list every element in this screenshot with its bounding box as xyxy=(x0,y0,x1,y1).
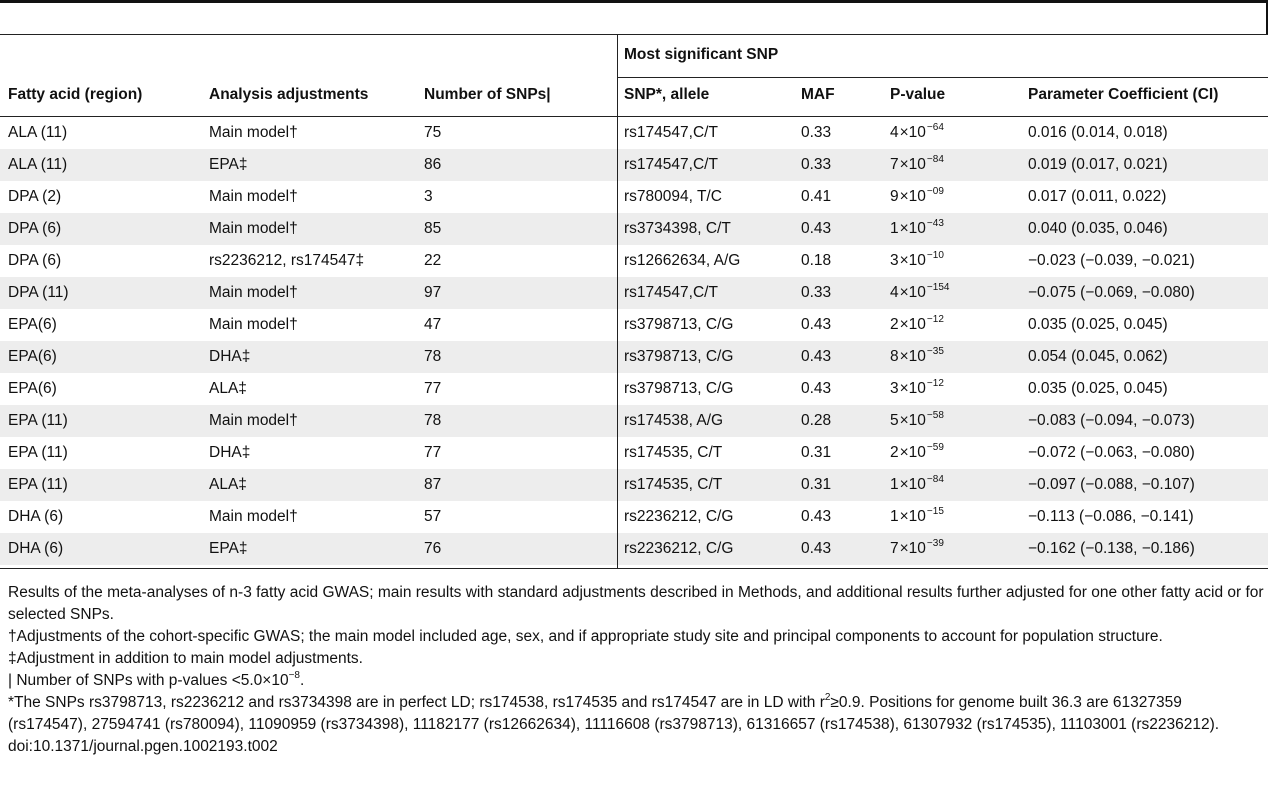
cell-adjustment: ALA‡ xyxy=(209,380,247,397)
pvalue-exponent: −09 xyxy=(926,186,944,197)
cell-adjustment: Main model† xyxy=(209,284,298,301)
col-header-pvalue: P-value xyxy=(890,86,946,103)
cell-num-snps: 76 xyxy=(424,540,442,557)
cell-num-snps: 78 xyxy=(424,348,442,365)
cell-coefficient: −0.075 (−0.069, −0.080) xyxy=(1028,284,1195,301)
cell-maf: 0.31 xyxy=(801,444,832,461)
cell-maf: 0.43 xyxy=(801,508,832,525)
table-row xyxy=(0,149,1268,181)
col-header-num-snps: Number of SNPs| xyxy=(424,86,551,103)
cell-pvalue xyxy=(890,437,944,469)
cell-num-snps: 78 xyxy=(424,412,442,429)
table-footnotes xyxy=(8,582,1264,758)
cell-snp-allele: rs3734398, C/T xyxy=(624,220,731,237)
table-row xyxy=(0,309,1268,341)
pvalue-exponent: −12 xyxy=(926,378,944,389)
cell-pvalue xyxy=(890,213,944,245)
cell-adjustment: EPA‡ xyxy=(209,540,248,557)
cell-pvalue xyxy=(890,501,944,533)
table-row xyxy=(0,501,1268,533)
pvalue-exponent: −39 xyxy=(926,538,944,549)
cell-coefficient: −0.162 (−0.138, −0.186) xyxy=(1028,540,1195,557)
cell-pvalue xyxy=(890,117,944,149)
cell-snp-allele: rs3798713, C/G xyxy=(624,380,734,397)
cell-pvalue xyxy=(890,469,944,501)
pvalue-exponent: −84 xyxy=(926,474,944,485)
cell-num-snps: 77 xyxy=(424,444,442,461)
pvalue-mantissa: 7 xyxy=(890,540,899,557)
pvalue-times-ten: ×10 xyxy=(899,124,926,141)
table-top-rule xyxy=(0,34,1268,35)
pvalue-times-ten: ×10 xyxy=(899,316,926,333)
cell-coefficient: −0.023 (−0.039, −0.021) xyxy=(1028,252,1195,269)
table-row xyxy=(0,277,1268,309)
cell-snp-allele: rs12662634, A/G xyxy=(624,252,741,269)
pvalue-mantissa: 2 xyxy=(890,316,899,333)
cell-coefficient: 0.035 (0.025, 0.045) xyxy=(1028,380,1168,397)
top-border xyxy=(0,0,1268,3)
footnote-ddagger: ‡Adjustment in addition to main model adjustments. xyxy=(8,650,363,667)
pvalue-exponent: −43 xyxy=(926,218,944,229)
pvalue-exponent: −35 xyxy=(926,346,944,357)
pvalue-mantissa: 4 xyxy=(890,124,899,141)
table-row xyxy=(0,373,1268,405)
table-row xyxy=(0,405,1268,437)
table-row xyxy=(0,533,1268,565)
cell-pvalue xyxy=(890,277,949,309)
cell-snp-allele: rs3798713, C/G xyxy=(624,316,734,333)
pvalue-exponent: −58 xyxy=(926,410,944,421)
pvalue-mantissa: 2 xyxy=(890,444,899,461)
table-row xyxy=(0,245,1268,277)
cell-fatty-acid: DPA (6) xyxy=(8,252,62,269)
pvalue-mantissa: 8 xyxy=(890,348,899,365)
cell-snp-allele: rs2236212, C/G xyxy=(624,540,734,557)
cell-num-snps: 85 xyxy=(424,220,442,237)
group-header: Most significant SNP xyxy=(624,46,779,63)
pvalue-times-ten: ×10 xyxy=(899,476,926,493)
cell-num-snps: 77 xyxy=(424,380,442,397)
pvalue-exponent: −84 xyxy=(926,154,944,165)
cell-fatty-acid: EPA(6) xyxy=(8,380,57,397)
cell-adjustment: Main model† xyxy=(209,316,298,333)
table-row xyxy=(0,341,1268,373)
cell-pvalue xyxy=(890,181,944,213)
cell-maf: 0.18 xyxy=(801,252,832,269)
pvalue-exponent: −59 xyxy=(926,442,944,453)
cell-pvalue xyxy=(890,533,944,565)
cell-pvalue xyxy=(890,405,944,437)
pvalue-mantissa: 3 xyxy=(890,252,899,269)
cell-fatty-acid: ALA (11) xyxy=(8,124,68,141)
pvalue-times-ten: ×10 xyxy=(899,412,926,429)
cell-coefficient: −0.072 (−0.063, −0.080) xyxy=(1028,444,1195,461)
cell-fatty-acid: EPA(6) xyxy=(8,316,57,333)
cell-fatty-acid: DPA (6) xyxy=(8,220,62,237)
col-header-fatty-acid: Fatty acid (region) xyxy=(8,86,143,103)
cell-coefficient: 0.019 (0.017, 0.021) xyxy=(1028,156,1168,173)
cell-coefficient: −0.097 (−0.088, −0.107) xyxy=(1028,476,1195,493)
cell-num-snps: 75 xyxy=(424,124,442,141)
col-header-maf: MAF xyxy=(801,86,835,103)
cell-pvalue xyxy=(890,373,944,405)
cell-maf: 0.28 xyxy=(801,412,832,429)
cell-pvalue xyxy=(890,149,944,181)
footnote-star-text-b: ≥0.9. Positions for genome built 36.3 are 61327359 (rs174547), 27594741 (rs780094), 11090959 (rs3734398), 11182177 (rs12662634), 11116608 (rs3798713), 61316657 (rs174538), 61307932 (rs174535), 11103001 (rs2236212). xyxy=(8,694,1220,733)
pvalue-mantissa: 9 xyxy=(890,188,899,205)
cell-adjustment: DHA‡ xyxy=(209,348,251,365)
footnote-star-sup: 2 xyxy=(824,692,831,703)
cell-fatty-acid: DPA (11) xyxy=(8,284,69,301)
pvalue-times-ten: ×10 xyxy=(899,444,926,461)
cell-fatty-acid: EPA (11) xyxy=(8,412,68,429)
pvalue-times-ten: ×10 xyxy=(899,220,926,237)
cell-snp-allele: rs174535, C/T xyxy=(624,476,723,493)
cell-snp-allele: rs780094, T/C xyxy=(624,188,722,205)
footnote-results: Results of the meta-analyses of n-3 fatty acid GWAS; main results with standard adjustments described in Methods, and additional results further adjusted for one other fatty acid or for selected SNPs. xyxy=(8,584,1264,623)
cell-fatty-acid: DHA (6) xyxy=(8,540,64,557)
pvalue-times-ten: ×10 xyxy=(899,284,926,301)
pvalue-times-ten: ×10 xyxy=(899,156,926,173)
table-row xyxy=(0,437,1268,469)
table-row xyxy=(0,213,1268,245)
cell-num-snps: 22 xyxy=(424,252,442,269)
cell-fatty-acid: DHA (6) xyxy=(8,508,64,525)
cell-fatty-acid: DPA (2) xyxy=(8,188,62,205)
pvalue-exponent: −64 xyxy=(926,122,944,133)
footnote-bar-text: | Number of SNPs with p-values <5.0×10 xyxy=(8,672,289,689)
cell-maf: 0.41 xyxy=(801,188,832,205)
cell-coefficient: 0.054 (0.045, 0.062) xyxy=(1028,348,1168,365)
cell-maf: 0.43 xyxy=(801,380,832,397)
cell-num-snps: 47 xyxy=(424,316,442,333)
pvalue-times-ten: ×10 xyxy=(899,348,926,365)
cell-num-snps: 57 xyxy=(424,508,442,525)
cell-adjustment: rs2236212, rs174547‡ xyxy=(209,252,365,269)
cell-snp-allele: rs174547,C/T xyxy=(624,156,718,173)
pvalue-exponent: −10 xyxy=(926,250,944,261)
cell-adjustment: DHA‡ xyxy=(209,444,251,461)
cell-num-snps: 3 xyxy=(424,188,433,205)
pvalue-exponent: −15 xyxy=(926,506,944,517)
pvalue-mantissa: 3 xyxy=(890,380,899,397)
cell-pvalue xyxy=(890,245,944,277)
cell-adjustment: Main model† xyxy=(209,220,298,237)
cell-adjustment: Main model† xyxy=(209,188,298,205)
pvalue-times-ten: ×10 xyxy=(899,252,926,269)
cell-maf: 0.33 xyxy=(801,124,832,141)
pvalue-mantissa: 1 xyxy=(890,476,899,493)
table-row xyxy=(0,181,1268,213)
cell-maf: 0.43 xyxy=(801,348,832,365)
footnote-dagger: †Adjustments of the cohort-specific GWAS; the main model included age, sex, and if appropriate study site and principal components to account for population structure. xyxy=(8,628,1163,645)
cell-coefficient: 0.017 (0.011, 0.022) xyxy=(1028,188,1167,205)
footnote-bar-end: . xyxy=(300,672,305,689)
cell-maf: 0.31 xyxy=(801,476,832,493)
footnote-star xyxy=(8,692,1264,736)
cell-coefficient: 0.016 (0.014, 0.018) xyxy=(1028,124,1168,141)
table-row xyxy=(0,117,1268,149)
table-row xyxy=(0,469,1268,501)
col-header-adjustments: Analysis adjustments xyxy=(209,86,369,103)
cell-fatty-acid: EPA (11) xyxy=(8,476,68,493)
pvalue-mantissa: 5 xyxy=(890,412,899,429)
pvalue-mantissa: 7 xyxy=(890,156,899,173)
pvalue-times-ten: ×10 xyxy=(899,508,926,525)
cell-coefficient: 0.040 (0.035, 0.046) xyxy=(1028,220,1168,237)
pvalue-exponent: −12 xyxy=(926,314,944,325)
cell-snp-allele: rs174547,C/T xyxy=(624,124,718,141)
cell-maf: 0.33 xyxy=(801,284,832,301)
cell-adjustment: EPA‡ xyxy=(209,156,248,173)
cell-snp-allele: rs174538, A/G xyxy=(624,412,724,429)
cell-maf: 0.43 xyxy=(801,220,832,237)
table-bottom-rule xyxy=(0,568,1268,569)
col-header-coefficient: Parameter Coefficient (CI) xyxy=(1028,86,1219,103)
pvalue-mantissa: 4 xyxy=(890,284,899,301)
cell-coefficient: −0.113 (−0.086, −0.141) xyxy=(1028,508,1194,525)
col-header-snp-allele: SNP*, allele xyxy=(624,86,710,103)
cell-adjustment: ALA‡ xyxy=(209,476,247,493)
cell-coefficient: 0.035 (0.025, 0.045) xyxy=(1028,316,1168,333)
footnote-bar xyxy=(8,670,1264,692)
cell-maf: 0.43 xyxy=(801,540,832,557)
doi-text: doi:10.1371/journal.pgen.1002193.t002 xyxy=(8,738,278,755)
cell-adjustment: Main model† xyxy=(209,412,298,429)
pvalue-mantissa: 1 xyxy=(890,220,899,237)
cell-pvalue xyxy=(890,341,944,373)
pvalue-times-ten: ×10 xyxy=(899,188,926,205)
cell-adjustment: Main model† xyxy=(209,124,298,141)
footnote-bar-exponent: −8 xyxy=(288,670,300,681)
cell-maf: 0.43 xyxy=(801,316,832,333)
pvalue-mantissa: 1 xyxy=(890,508,899,525)
cell-fatty-acid: EPA (11) xyxy=(8,444,68,461)
group-header-rule xyxy=(617,77,1268,78)
cell-fatty-acid: EPA(6) xyxy=(8,348,57,365)
column-separator xyxy=(617,34,618,568)
cell-snp-allele: rs174535, C/T xyxy=(624,444,723,461)
cell-num-snps: 87 xyxy=(424,476,442,493)
cell-snp-allele: rs174547,C/T xyxy=(624,284,718,301)
pvalue-exponent: −154 xyxy=(926,282,950,293)
cell-snp-allele: rs2236212, C/G xyxy=(624,508,734,525)
cell-fatty-acid: ALA (11) xyxy=(8,156,68,173)
pvalue-times-ten: ×10 xyxy=(899,380,926,397)
cell-snp-allele: rs3798713, C/G xyxy=(624,348,734,365)
pvalue-times-ten: ×10 xyxy=(899,540,926,557)
cell-pvalue xyxy=(890,309,944,341)
footnote-star-text-a: *The SNPs rs3798713, rs2236212 and rs3734398 are in perfect LD; rs174538, rs174535 and rs174547 are in LD with r xyxy=(8,694,825,711)
cell-coefficient: −0.083 (−0.094, −0.073) xyxy=(1028,412,1195,429)
cell-maf: 0.33 xyxy=(801,156,832,173)
cell-num-snps: 86 xyxy=(424,156,442,173)
cell-adjustment: Main model† xyxy=(209,508,298,525)
cell-num-snps: 97 xyxy=(424,284,442,301)
